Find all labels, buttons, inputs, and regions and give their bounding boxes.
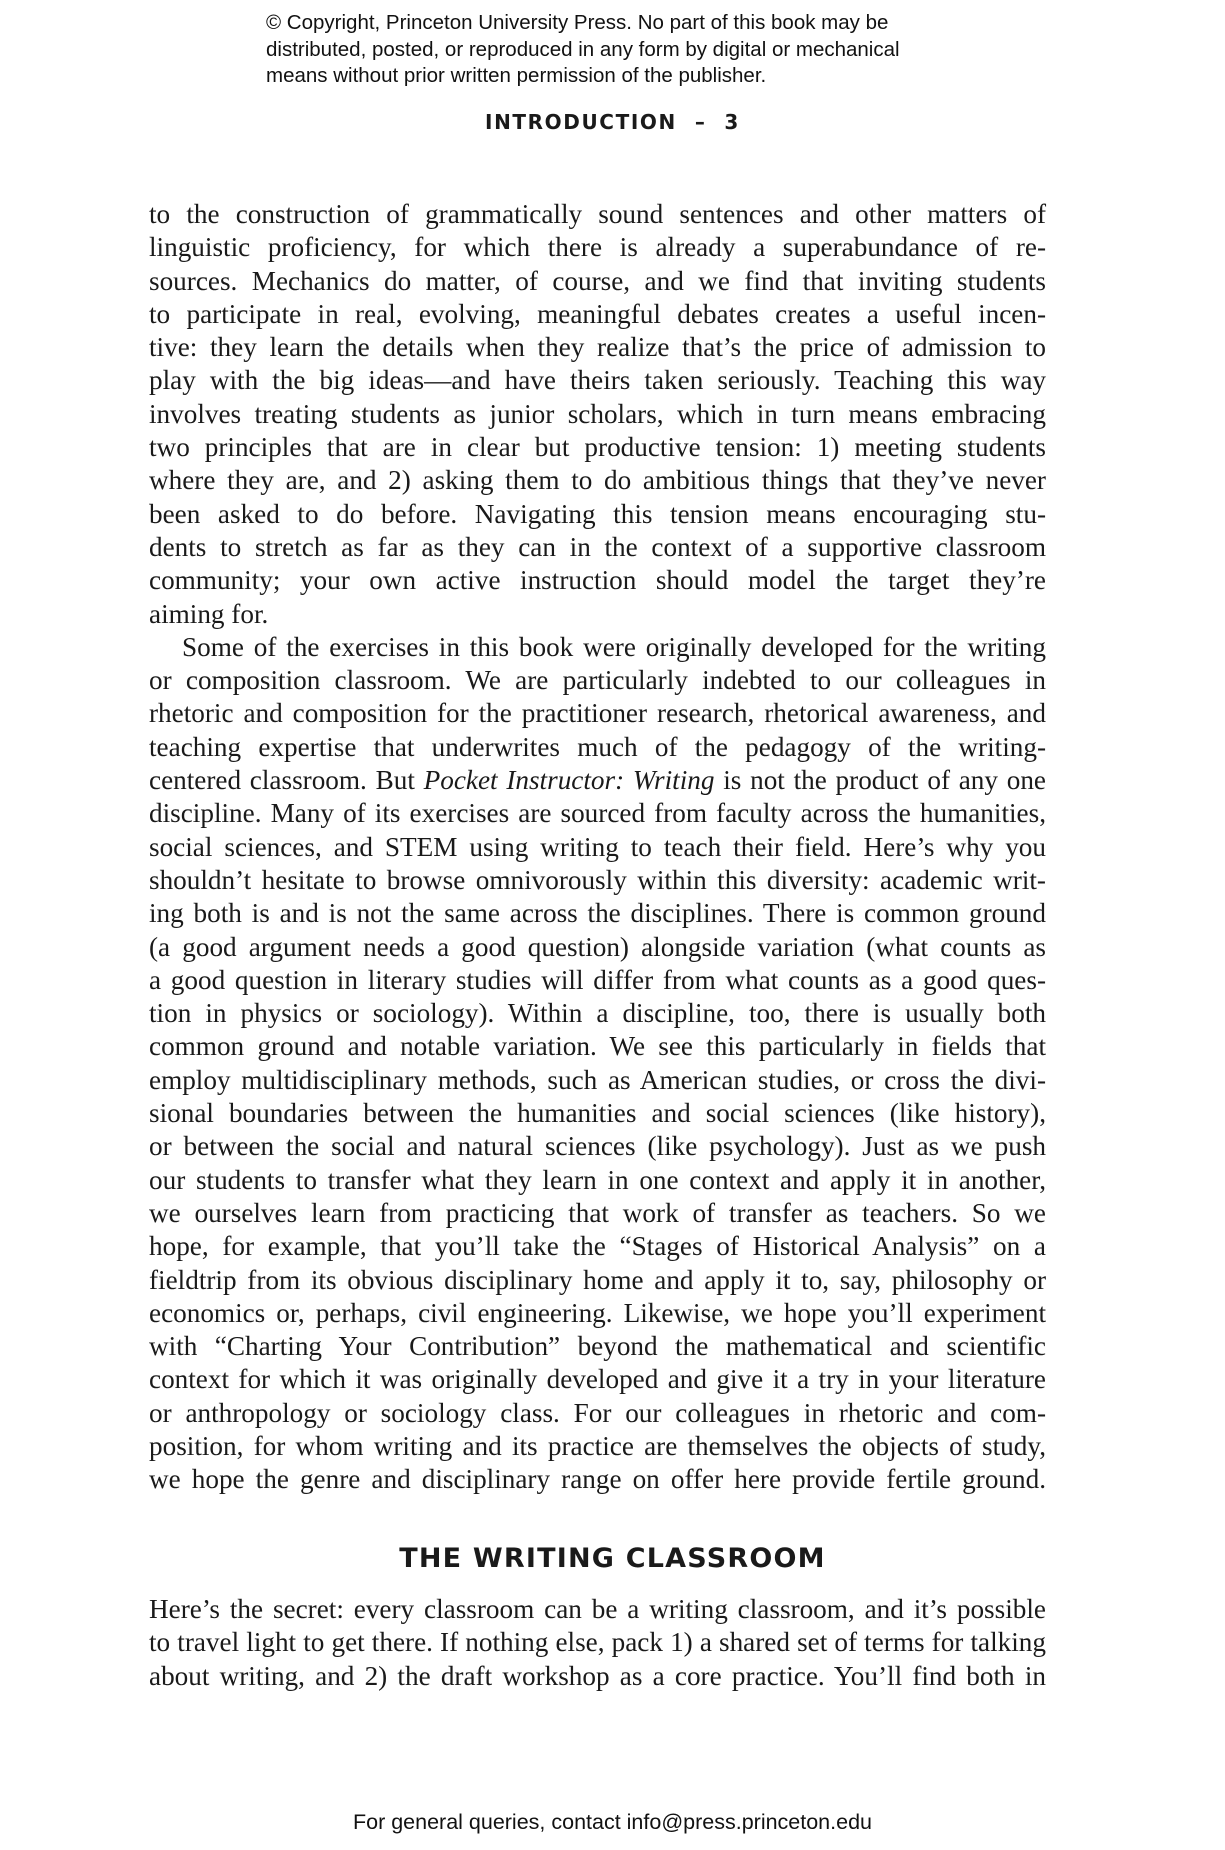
text-line: where they are, and 2) asking them to do ambitious things that they’ve never [149,465,1046,496]
text-line: hope, for example, that you’ll take the “Stages of Historical Analysis” on a [149,1231,1046,1262]
text-line: shouldn’t hesitate to browse omnivorously within this diversity: academic writ- [149,864,1046,895]
text-line: employ multidisciplinary methods, such as American studies, or cross the divi- [149,1064,1046,1095]
section-body [149,1593,1046,1693]
copyright-line: distributed, posted, or reproduced in any form by digital or mechanical [266,37,900,61]
text-line: rhetoric and composition for the practitioner research, rhetorical awareness, and [149,698,1046,729]
copyright-line: means without prior written permission of the publisher. [266,64,767,87]
text-line: aiming for. [149,598,269,629]
text-line: we ourselves learn from practicing that work of transfer as teachers. So we [149,1197,1046,1228]
book-title: Pocket Instructor: Writing [423,765,715,796]
text-line: Here’s the secret: every classroom can be a writing classroom, and it’s possible [149,1594,1046,1624]
text-line: our students to transfer what they learn in one context and apply it in another, [149,1164,1046,1195]
running-head [0,110,1225,134]
text-line: a good question in literary studies will differ from what counts as a good ques- [149,964,1046,995]
page-body [149,198,1046,1497]
page-number: 3 [724,110,740,134]
text-line: social sciences, and STEM using writing to teach their field. Here’s why you [149,831,1046,862]
paragraph-1 [149,198,1046,631]
paragraph-2 [149,631,1046,1497]
text-fragment: centered classroom. But [149,765,424,796]
text-line: play with the big ideas—and have theirs taken seriously. Teaching this way [149,365,1046,396]
text-line: tive: they learn the details when they realize that’s the price of admission to [149,332,1046,363]
text-line: (a good argument needs a good question) alongside variation (what counts as [149,931,1046,962]
running-head-separator: – [694,110,707,134]
running-head-title: INTRODUCTION [485,110,677,134]
text-line-with-book-title [149,764,1046,797]
text-line: Some of the exercises in this book were originally developed for the writing [182,631,1046,662]
text-line: dents to stretch as far as they can in the context of a supportive classroom [149,531,1046,562]
text-line: fieldtrip from its obvious disciplinary home and apply it to, say, philosophy or [149,1264,1046,1295]
copyright-line: © Copyright, Princeton University Press. No part of this book may be [266,11,889,34]
text-line: or composition classroom. We are particularly indebted to our colleagues in [149,665,1046,696]
text-line: we hope the genre and disciplinary range on offer here provide fertile ground. [149,1464,1046,1495]
copyright-notice [266,10,966,90]
text-fragment: is not the product of any one [714,765,1046,796]
footer-contact: For general queries, contact info@press.princeton.edu [352,1810,872,1834]
text-line: to participate in real, evolving, meaningful debates creates a useful incen- [149,298,1046,329]
text-line: to travel light to get there. If nothing else, pack 1) a shared set of terms for talking [149,1627,1046,1658]
text-line: about writing, and 2) the draft workshop as a core practice. You’ll find both in [149,1660,1046,1691]
text-line: tion in physics or sociology). Within a discipline, too, there is usually both [149,998,1046,1029]
text-line: ing both is and is not the same across the disciplines. There is common ground [149,898,1046,929]
text-line: linguistic proficiency, for which there is already a superabundance of re- [149,232,1046,263]
text-line: teaching expertise that underwrites much of the pedagogy of the writing- [149,731,1046,762]
section-heading: THE WRITING CLASSROOM [399,1543,826,1574]
text-line: context for which it was originally developed and give it a try in your literature [149,1364,1046,1395]
text-line: sional boundaries between the humanities and social sciences (like history), [149,1098,1046,1129]
text-line: to the construction of grammatically sound sentences and other matters of [149,199,1046,229]
text-line: or anthropology or sociology class. For our colleagues in rhetoric and com- [149,1397,1046,1428]
text-line: two principles that are in clear but productive tension: 1) meeting students [149,432,1046,463]
text-line: economics or, perhaps, civil engineering. Likewise, we hope you’ll experiment [149,1297,1046,1328]
text-line: discipline. Many of its exercises are sourced from faculty across the humanities, [149,798,1046,829]
text-line: position, for whom writing and its practice are themselves the objects of study, [149,1430,1046,1461]
text-line: or between the social and natural sciences (like psychology). Just as we push [149,1131,1046,1162]
text-line: common ground and notable variation. We see this particularly in fields that [149,1031,1046,1062]
text-line: with “Charting Your Contribution” beyond the mathematical and scientific [149,1331,1046,1362]
text-line: community; your own active instruction should model the target they’re [149,565,1046,596]
text-line: involves treating students as junior scholars, which in turn means embracing [149,398,1046,429]
text-line: been asked to do before. Navigating this tension means encouraging stu- [149,498,1046,529]
text-line: sources. Mechanics do matter, of course, and we find that inviting students [149,265,1046,296]
